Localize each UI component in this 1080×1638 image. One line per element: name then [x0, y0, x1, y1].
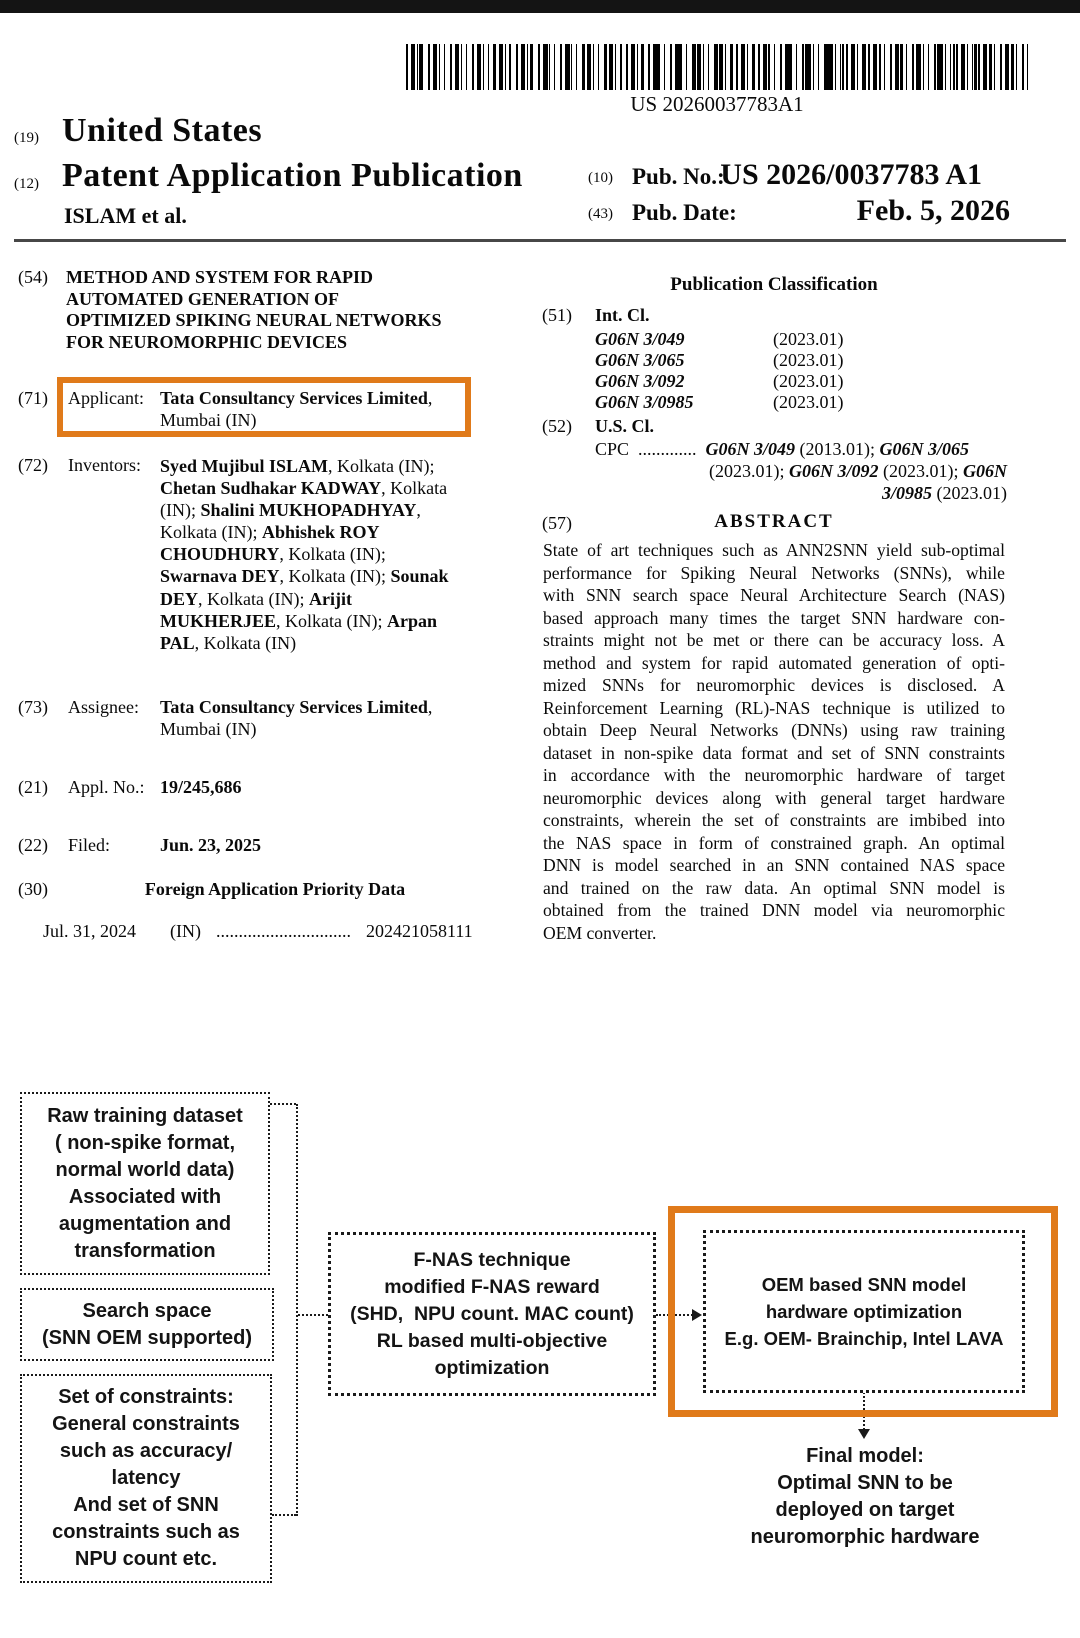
text-line: State of art techniques such as ANN2SNN yield sub-optimal — [543, 540, 1005, 560]
input-box-search-space — [20, 1288, 274, 1361]
text-line: OEM based SNN model — [761, 1274, 967, 1295]
assignee-value — [160, 697, 472, 740]
class-code: G06N 3/092 — [595, 371, 685, 391]
text-line: Optimal SNN to be — [777, 1472, 953, 1494]
authors-line: ISLAM et al. — [64, 203, 187, 228]
final-model-label — [704, 1443, 1026, 1551]
text-line — [160, 632, 500, 654]
text-line — [160, 477, 500, 499]
text-line: augmentation and — [58, 1212, 232, 1235]
text-segment: (2013.01); — [795, 439, 880, 459]
field-12-number: (12) — [14, 176, 39, 192]
text-line: Set of constraints: — [58, 1386, 234, 1408]
cpc-line — [595, 461, 1007, 483]
text-segment: Arijit — [308, 588, 352, 609]
text-line: based approach many times the target SNN hardware con- — [543, 607, 1005, 628]
text-segment: Swarnava DEY — [160, 566, 280, 587]
text-segment: , Kolkata — [381, 478, 448, 499]
text-line — [160, 521, 500, 543]
class-code: G06N 3/0985 — [595, 392, 694, 412]
priority-number: 202421058111 — [366, 921, 473, 941]
class-code: G06N 3/065 — [595, 350, 685, 370]
text-line: with SNN search space Neural Architecture Search (NAS) — [543, 585, 1005, 605]
text-line: method and system for rapid automated generation of opti- — [543, 652, 1005, 673]
text-line: RL based multi-objective — [376, 1329, 608, 1352]
text-segment: Mumbai (IN) — [160, 718, 257, 739]
text-line: straints might not be met or there can be accuracy loss. A — [543, 630, 1005, 650]
applicant-label: Applicant: — [68, 388, 144, 408]
pub-date-label: Pub. Date: — [632, 200, 737, 225]
field-10-number: (10) — [588, 170, 613, 186]
field-43-number: (43) — [588, 206, 613, 222]
text-segment: G06N 3/049 — [705, 439, 796, 459]
field-73-number: (73) — [18, 697, 48, 717]
abstract-text — [543, 539, 1005, 944]
inventors-list — [160, 455, 500, 654]
foreign-priority-heading: Foreign Application Priority Data — [144, 879, 406, 899]
class-version: (2023.01) — [773, 329, 844, 349]
text-line: METHOD AND SYSTEM FOR RAPID — [66, 267, 374, 287]
assignee-label: Assignee: — [68, 697, 139, 717]
barcode — [406, 44, 1028, 90]
text-segment: (2023.01); — [709, 461, 789, 481]
filed-label: Filed: — [68, 835, 111, 855]
text-line — [160, 565, 500, 587]
abstract-heading: ABSTRACT — [714, 511, 834, 532]
document-type-title: Patent Application Publication — [62, 157, 523, 194]
text-line: obtain Deep Neural Networks (DNNs) using raw training — [543, 720, 1005, 740]
pub-no-value: US 2026/0037783 A1 — [720, 158, 982, 191]
text-segment: G06N 3/092 — [789, 461, 879, 481]
text-line: DNN is model searched in an SNN contained NAS space — [543, 855, 1005, 875]
text-segment: , — [427, 388, 433, 408]
fnas-technique-box — [328, 1232, 656, 1396]
connector-bracket-vertical — [296, 1104, 298, 1516]
text-line: (SHD, NPU count. MAC count) — [350, 1302, 634, 1325]
field-57-number: (57) — [542, 513, 572, 533]
barcode-label: US 20260037783A1 — [630, 92, 804, 116]
text-line: FOR NEUROMORPHIC DEVICES — [66, 331, 348, 352]
text-segment: Chetan Sudhakar KADWAY — [160, 478, 382, 499]
text-segment: Syed Mujibul ISLAM — [160, 456, 329, 476]
text-segment: CPC ............. — [595, 439, 706, 459]
class-version: (2023.01) — [773, 392, 844, 412]
text-line: latency — [111, 1467, 181, 1489]
country-title: United States — [62, 112, 263, 149]
text-line: constraints, wherein the set of constraints are imbibed into — [543, 810, 1005, 830]
text-line — [160, 499, 500, 521]
text-segment: Tata Consultancy Services Limited — [160, 388, 428, 408]
text-line: dataset in non-spike data format and set of SNN constraints — [543, 742, 1005, 763]
text-segment: , — [427, 697, 433, 717]
text-segment: DEY — [160, 588, 199, 609]
appl-no-label: Appl. No.: — [68, 777, 145, 797]
text-line: performance for Spiking Neural Networks (SNNs), while — [543, 562, 1005, 583]
text-line: E.g. OEM- Brainchip, Intel LAVA — [724, 1328, 1004, 1349]
top-bar — [0, 0, 1080, 13]
int-cl-row — [595, 329, 895, 350]
text-line — [160, 455, 500, 477]
text-line: constraints such as — [52, 1521, 240, 1543]
text-line: AUTOMATED GENERATION OF — [66, 288, 340, 309]
int-cl-table — [595, 329, 895, 413]
text-line: Associated with — [68, 1185, 222, 1208]
text-line: in accordance with the neuromorphic hardware of target — [543, 765, 1005, 785]
field-19-number: (19) — [14, 130, 39, 146]
text-line: General constraints — [52, 1413, 240, 1435]
field-21-number: (21) — [18, 777, 48, 797]
text-line: transformation — [74, 1239, 216, 1262]
priority-date: Jul. 31, 2024 — [43, 921, 137, 941]
cpc-line — [595, 439, 1007, 461]
field-22-number: (22) — [18, 835, 48, 855]
pub-date-value: Feb. 5, 2026 — [856, 194, 1010, 227]
class-code: G06N 3/049 — [595, 329, 685, 349]
text-line: OPTIMIZED SPIKING NEURAL NETWORKS — [66, 310, 442, 330]
connector-stub-bottom — [272, 1514, 296, 1516]
field-30-number: (30) — [18, 879, 48, 899]
invention-title — [66, 267, 490, 353]
text-line: OEM converter. — [543, 922, 657, 943]
publication-classification-heading: Publication Classification — [670, 274, 878, 295]
us-cl-label: U.S. Cl. — [595, 416, 655, 436]
text-segment: PAL — [160, 632, 195, 653]
input-box-constraints — [20, 1374, 272, 1583]
appl-no-value: 19/245,686 — [160, 777, 242, 797]
text-line: Search space — [82, 1299, 212, 1322]
text-line: ( non-spike format, — [54, 1131, 235, 1154]
arrowhead-down-icon — [858, 1429, 870, 1439]
input-box-raw-dataset — [20, 1092, 270, 1275]
text-line: hardware optimization — [765, 1301, 963, 1322]
text-segment: Tata Consultancy Services Limited — [160, 697, 428, 717]
text-line: Reinforcement Learning (RL)-NAS technique is utilized to — [543, 697, 1005, 718]
text-line: normal world data) — [55, 1158, 235, 1181]
priority-country: (IN) — [170, 921, 201, 941]
field-52-number: (52) — [542, 416, 572, 436]
text-segment: , Kolkata (IN) — [194, 632, 297, 653]
field-72-number: (72) — [18, 455, 48, 475]
text-line: F-NAS technique — [413, 1248, 571, 1271]
text-line — [160, 388, 472, 410]
int-cl-row — [595, 392, 895, 413]
text-segment: , Kolkata (IN); — [279, 566, 391, 587]
cpc-line — [595, 483, 1007, 505]
class-version: (2023.01) — [773, 371, 844, 391]
text-segment: Sounak — [390, 566, 449, 587]
text-line — [160, 588, 500, 610]
text-segment: Shalini MUKHOPADHYAY — [200, 500, 417, 521]
text-segment: CHOUDHURY — [160, 544, 280, 565]
text-line — [160, 610, 500, 632]
applicant-value — [160, 388, 472, 431]
text-line: NPU count etc. — [74, 1548, 218, 1570]
int-cl-row — [595, 371, 895, 392]
text-segment: , — [416, 500, 421, 521]
class-version: (2023.01) — [773, 350, 844, 370]
text-segment: Arpan — [386, 610, 437, 631]
int-cl-row — [595, 350, 895, 371]
text-line — [160, 543, 500, 565]
connector-stub-top — [270, 1103, 296, 1105]
text-segment: G06N — [963, 461, 1007, 481]
text-line — [160, 410, 472, 432]
text-line: such as accuracy/ — [59, 1440, 233, 1462]
text-segment: Abhishek ROY — [261, 522, 380, 543]
text-line — [160, 697, 472, 719]
oem-optimization-box — [703, 1230, 1025, 1393]
text-segment: MUKHERJEE — [160, 610, 277, 631]
text-segment: G06N 3/065 — [879, 439, 970, 459]
text-line: And set of SNN — [73, 1494, 219, 1516]
filed-value: Jun. 23, 2025 — [160, 835, 262, 855]
text-line: mized SNNs for neuromorphic devices is disclosed. A — [543, 675, 1005, 695]
text-segment: , Kolkata (IN); — [198, 588, 309, 609]
text-segment: , Kolkata (IN); — [328, 456, 435, 476]
field-51-number: (51) — [542, 305, 572, 325]
text-line: and trained on the raw data. An optimal SNN model is — [543, 877, 1005, 898]
text-segment: (2023.01); — [878, 461, 963, 481]
text-line: Final model: — [806, 1445, 924, 1467]
connector-stub-middle — [298, 1314, 328, 1316]
field-71-number: (71) — [18, 388, 48, 408]
text-segment: , Kolkata (IN); — [276, 610, 387, 631]
text-segment: 3/0985 — [881, 483, 932, 503]
text-line: (SNN OEM supported) — [42, 1326, 252, 1349]
priority-dots: .............................. — [216, 921, 351, 941]
field-54-number: (54) — [18, 267, 48, 287]
pub-no-label: Pub. No.: — [632, 164, 725, 189]
text-segment: (2023.01) — [932, 483, 1007, 503]
text-segment: (IN); — [160, 500, 201, 521]
text-line: the NAS space in form of constrained graph. An optimal — [543, 832, 1005, 853]
text-line: Raw training dataset — [47, 1104, 243, 1127]
text-segment: Mumbai (IN) — [160, 409, 257, 430]
text-line: optimization — [434, 1356, 550, 1379]
text-line — [160, 719, 472, 741]
text-line: neuromorphic hardware — [750, 1526, 980, 1548]
text-line: modified F-NAS reward — [384, 1275, 600, 1298]
inventors-label: Inventors: — [68, 455, 141, 475]
text-segment: , Kolkata (IN); — [279, 544, 386, 565]
text-segment: Kolkata (IN); — [160, 522, 262, 543]
int-cl-label: Int. Cl. — [595, 305, 650, 325]
text-line: neuromorphic devices along with general target hardware — [543, 787, 1005, 808]
text-line: deployed on target — [775, 1499, 955, 1521]
header-divider — [14, 239, 1066, 242]
text-line: obtained from the trained DNN model via neuromorphic — [543, 900, 1005, 920]
